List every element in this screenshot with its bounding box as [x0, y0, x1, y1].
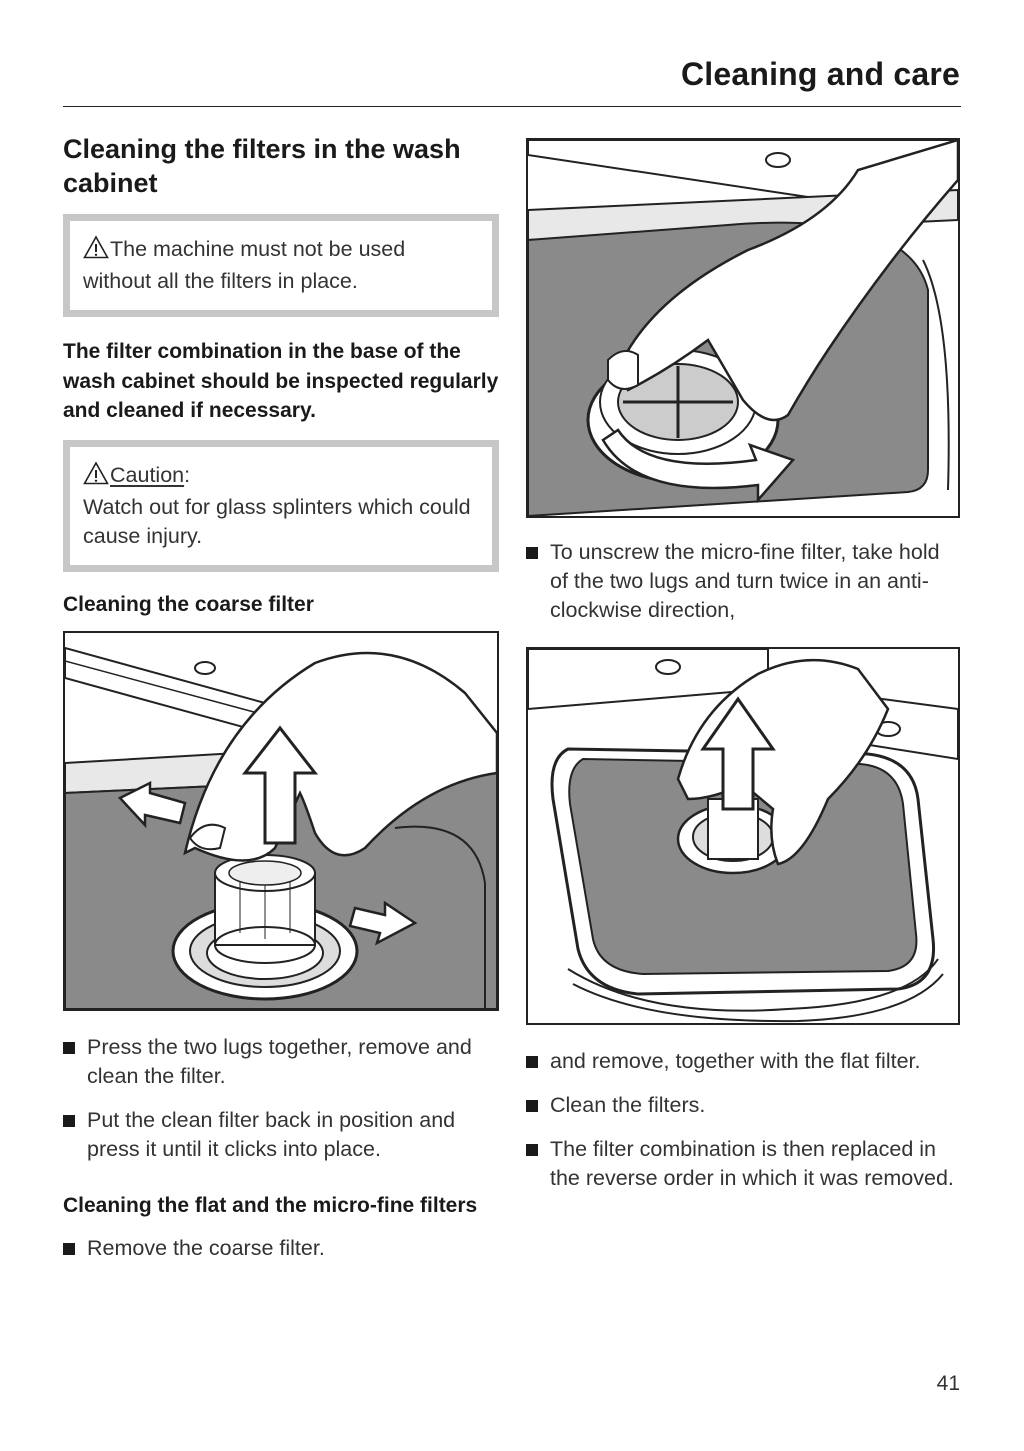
section-title: Cleaning the filters in the wash cabinet [63, 134, 461, 198]
list-item [63, 1033, 499, 1091]
caution-box [63, 440, 499, 572]
flat-filter-heading: Cleaning the flat and the micro-fine filters [63, 1193, 478, 1217]
coarse-filter-heading: Cleaning the coarse filter [63, 592, 314, 616]
unscrew-steps-list [526, 538, 960, 625]
coarse-steps-list [63, 1033, 499, 1164]
bullet-square-icon [63, 1243, 75, 1255]
bullet-square-icon [526, 1144, 538, 1156]
warning-triangle-icon [83, 235, 109, 267]
list-item-text: To unscrew the micro-fine filter, take hold of the two lugs and turn twice in an anti-clockwise direction, [550, 540, 940, 622]
coarse-filter-illustration [63, 631, 499, 1011]
list-item-text: Press the two lugs together, remove and clean the filter. [87, 1034, 472, 1088]
list-item-text: The filter combination is then replaced in the reverse order in which it was removed. [550, 1137, 954, 1190]
header-rule [63, 106, 961, 107]
bullet-square-icon [63, 1042, 75, 1054]
flat-filter-remove-illustration [526, 647, 960, 1025]
page-number: 41 [936, 1372, 960, 1395]
bullet-square-icon [526, 1056, 538, 1068]
bullet-square-icon [526, 1100, 538, 1112]
remove-steps-list [526, 1047, 960, 1193]
caution-colon: : [184, 462, 191, 487]
bullet-square-icon [526, 547, 538, 559]
caution-text: Watch out for glass splinters which could cause injury. [83, 494, 471, 548]
list-item-text: Clean the filters. [550, 1093, 706, 1117]
right-column [526, 138, 960, 1193]
list-item-text: Remove the coarse filter. [87, 1235, 325, 1260]
warning-text: The machine must not be used without all the filters in place. [83, 237, 406, 293]
list-item [526, 1091, 960, 1120]
micro-filter-unscrew-illustration [526, 138, 960, 518]
list-item-text: Put the clean filter back in position and press it until it clicks into place. [87, 1107, 456, 1161]
left-column [63, 132, 499, 1263]
caution-label: Caution [110, 462, 185, 487]
page-header-title: Cleaning and care [680, 56, 960, 92]
list-item [526, 538, 960, 625]
flat-steps-list [63, 1234, 499, 1263]
bullet-square-icon [63, 1115, 75, 1127]
list-item-text: and remove, together with the flat filter. [550, 1049, 921, 1073]
caution-triangle-icon [83, 461, 109, 493]
warning-box [63, 214, 499, 317]
list-item [63, 1106, 499, 1164]
intro-paragraph: The filter combination in the base of the wash cabinet should be inspected regularly and cleaned if necessary. [63, 340, 499, 422]
list-item [526, 1047, 960, 1076]
list-item [526, 1135, 960, 1193]
list-item [63, 1234, 499, 1263]
